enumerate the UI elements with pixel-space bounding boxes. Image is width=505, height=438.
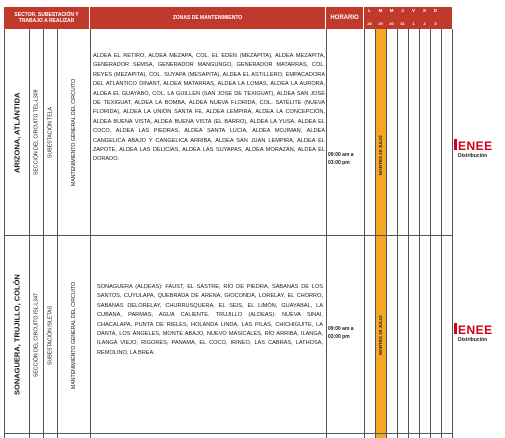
zones-text: ALDEA EL RETIRO, ALDEA MEZAPA, COL. EL EDEN (MEZAPITA), ALDEA MEZAPITA, GENERADOR SEMSA, GENERADOR MANGUNGO, GENERADOR MATARRAS, COL. REYES (MEZAPITA), COL. SUYAPA (MESAPITA), ALDEA EL ASTILLERO, EMPACADORA DEL ATLÁNTICO DINANT, ALDEA MATARRAS, ALDEA LA LOMAS, ALDEA LA AURORA, ALDEA EL GUAYABO, COL. LA GUILLEN (SAN JOSÉ DE TEXIGUAT), ALDEA SAN JOSÉ DE TEXIGUAT, ALDEA LA BOMBA, ALDEA NUEVA FLORIDA, COL. SATÉLITE (NUEVA FLORIDA), ALDEA LA UNIÓN SANTA FE, ALDEA LEMPIRA, ALDEA LA CONCEPCIÓN, ALDEA BUENA VISTA, ALDEA BUENA VISTA (EL BARRO), ALDEA LA YUSA, ALDEA EL COCO, ALDEA LAS PIEDRAS, ALDEA SANTA LUCIA, ALDEA MOJIMAN, ALDEA CANGELICA ABAJO Y CANGELICA ARRIBA, ALDEA SAN JUAN LEMPIRA, ALDEA EL ZAPOTE, ALDEA LAS DELICIAS, ALDEA LAS SUYAPAS, ALDEA MORAZÁN, ALDEA EL DORADO. xyxy=(93,53,325,163)
logo-mark xyxy=(454,139,505,152)
time-end: 03:00 pm xyxy=(328,160,350,166)
grid-line xyxy=(408,29,409,438)
grid-line xyxy=(441,29,442,438)
circuit-label: SECCIÓN DEL CIRCUITO ISL-L347 xyxy=(33,293,40,377)
day-number: 2 xyxy=(423,21,426,26)
enee-logo xyxy=(454,139,505,159)
circuit-label: SECCIÓN DEL CIRCUITO TEL-L309 xyxy=(33,89,40,176)
day-number: 29 xyxy=(378,21,383,26)
logo-sub: Distribución xyxy=(458,153,488,159)
header-horario: HORARIO xyxy=(326,7,364,29)
day-letter: M xyxy=(389,8,394,13)
header-zonas: ZONAS DE MANTENIMIENTO xyxy=(90,7,326,29)
day-number: 28 xyxy=(367,21,372,26)
day-letter: V xyxy=(411,8,415,13)
day-number: 30 xyxy=(389,21,394,26)
logo-bar-icon xyxy=(454,323,457,334)
logo-word: ENEE xyxy=(458,139,493,153)
grid-line xyxy=(326,29,327,438)
time-start: 09:00 am a xyxy=(328,152,354,158)
grid-line xyxy=(364,29,365,438)
header-days xyxy=(364,7,452,29)
grid-line xyxy=(397,29,398,438)
day-letter: J xyxy=(401,8,404,13)
logo-bar-icon xyxy=(454,139,457,150)
day-letter: S xyxy=(422,8,426,13)
grid-line xyxy=(430,29,431,438)
day-letter: D xyxy=(433,8,438,13)
logo-word: ENEE xyxy=(458,323,493,337)
logo-sub: Distribución xyxy=(458,337,488,343)
work-label: MANTENIMIENTO GENERAL DEL CIRCUITO xyxy=(71,78,77,187)
day-letter: L xyxy=(368,8,371,13)
date-label: MARTES 29 JULIO xyxy=(378,135,383,175)
schedule-time xyxy=(328,325,363,341)
enee-logo xyxy=(454,323,505,343)
region-label: SONAGUERA, TRUJILLO, COLÓN xyxy=(12,274,22,396)
substation-label: SUBESTACIÓN ISLETAS xyxy=(47,305,54,365)
logo-mark xyxy=(454,323,505,336)
grid-line xyxy=(90,29,91,438)
time-start: 09:00 am a xyxy=(328,326,354,332)
header-sector: SECTOR, SUBESTACIÓN Y TRABAJO A REALIZAR xyxy=(4,7,90,29)
grid-line xyxy=(419,29,420,438)
grid-line xyxy=(452,29,453,438)
day-number: 31 xyxy=(400,21,405,26)
time-end: 03:00 pm xyxy=(328,334,350,340)
day-number: 1 xyxy=(412,21,415,26)
grid-line xyxy=(386,29,387,438)
zones-text: SONAGUERA (ALDEAS): FAUST, EL SASTRE, RÍO DE PIEDRA, SABANAS DE LOS SANTOS, CUYULAPA, QUEBRADA DE ARENA, GIOCONDA, LORELAY, EL CHORRO, SABANAS DELORELAY, CHURRUSQUERA, EL SEIS, EL LIMÓN, GUAYABAL, LA CUBANA, PARMAS, AGUA CALIENTE. TRUJILLO (ALDEAS): NUEVA SINAI, CHACALAPA, PUNTA DE RIELES, HOLANDA LINDA, LAS PILAS, CHICHIGUITE, LA DANTA, LOS ÁNGELES, MONTE ABAJO, NUEVO MASICALES, RÍO ARRIBA, ILANGA, ILANGA VIEJO, RIGORES, PANAMA, EL COCO, IRINEO, LAS CABRAS, LATHOSA, REMOLINO, LA BREA. xyxy=(97,284,323,356)
date-label: MARTES 29 JULIO xyxy=(378,315,383,355)
day-letter: M xyxy=(378,8,383,13)
schedule-time xyxy=(328,151,363,167)
region-label: ARIZONA, ATLÁNTIDA xyxy=(12,92,22,173)
substation-label: SUBESTACIÓN TELA xyxy=(47,106,54,159)
day-number: 3 xyxy=(434,21,437,26)
work-label: MANTENIMIENTO GENERAL DEL CIRCUITO xyxy=(71,281,77,389)
